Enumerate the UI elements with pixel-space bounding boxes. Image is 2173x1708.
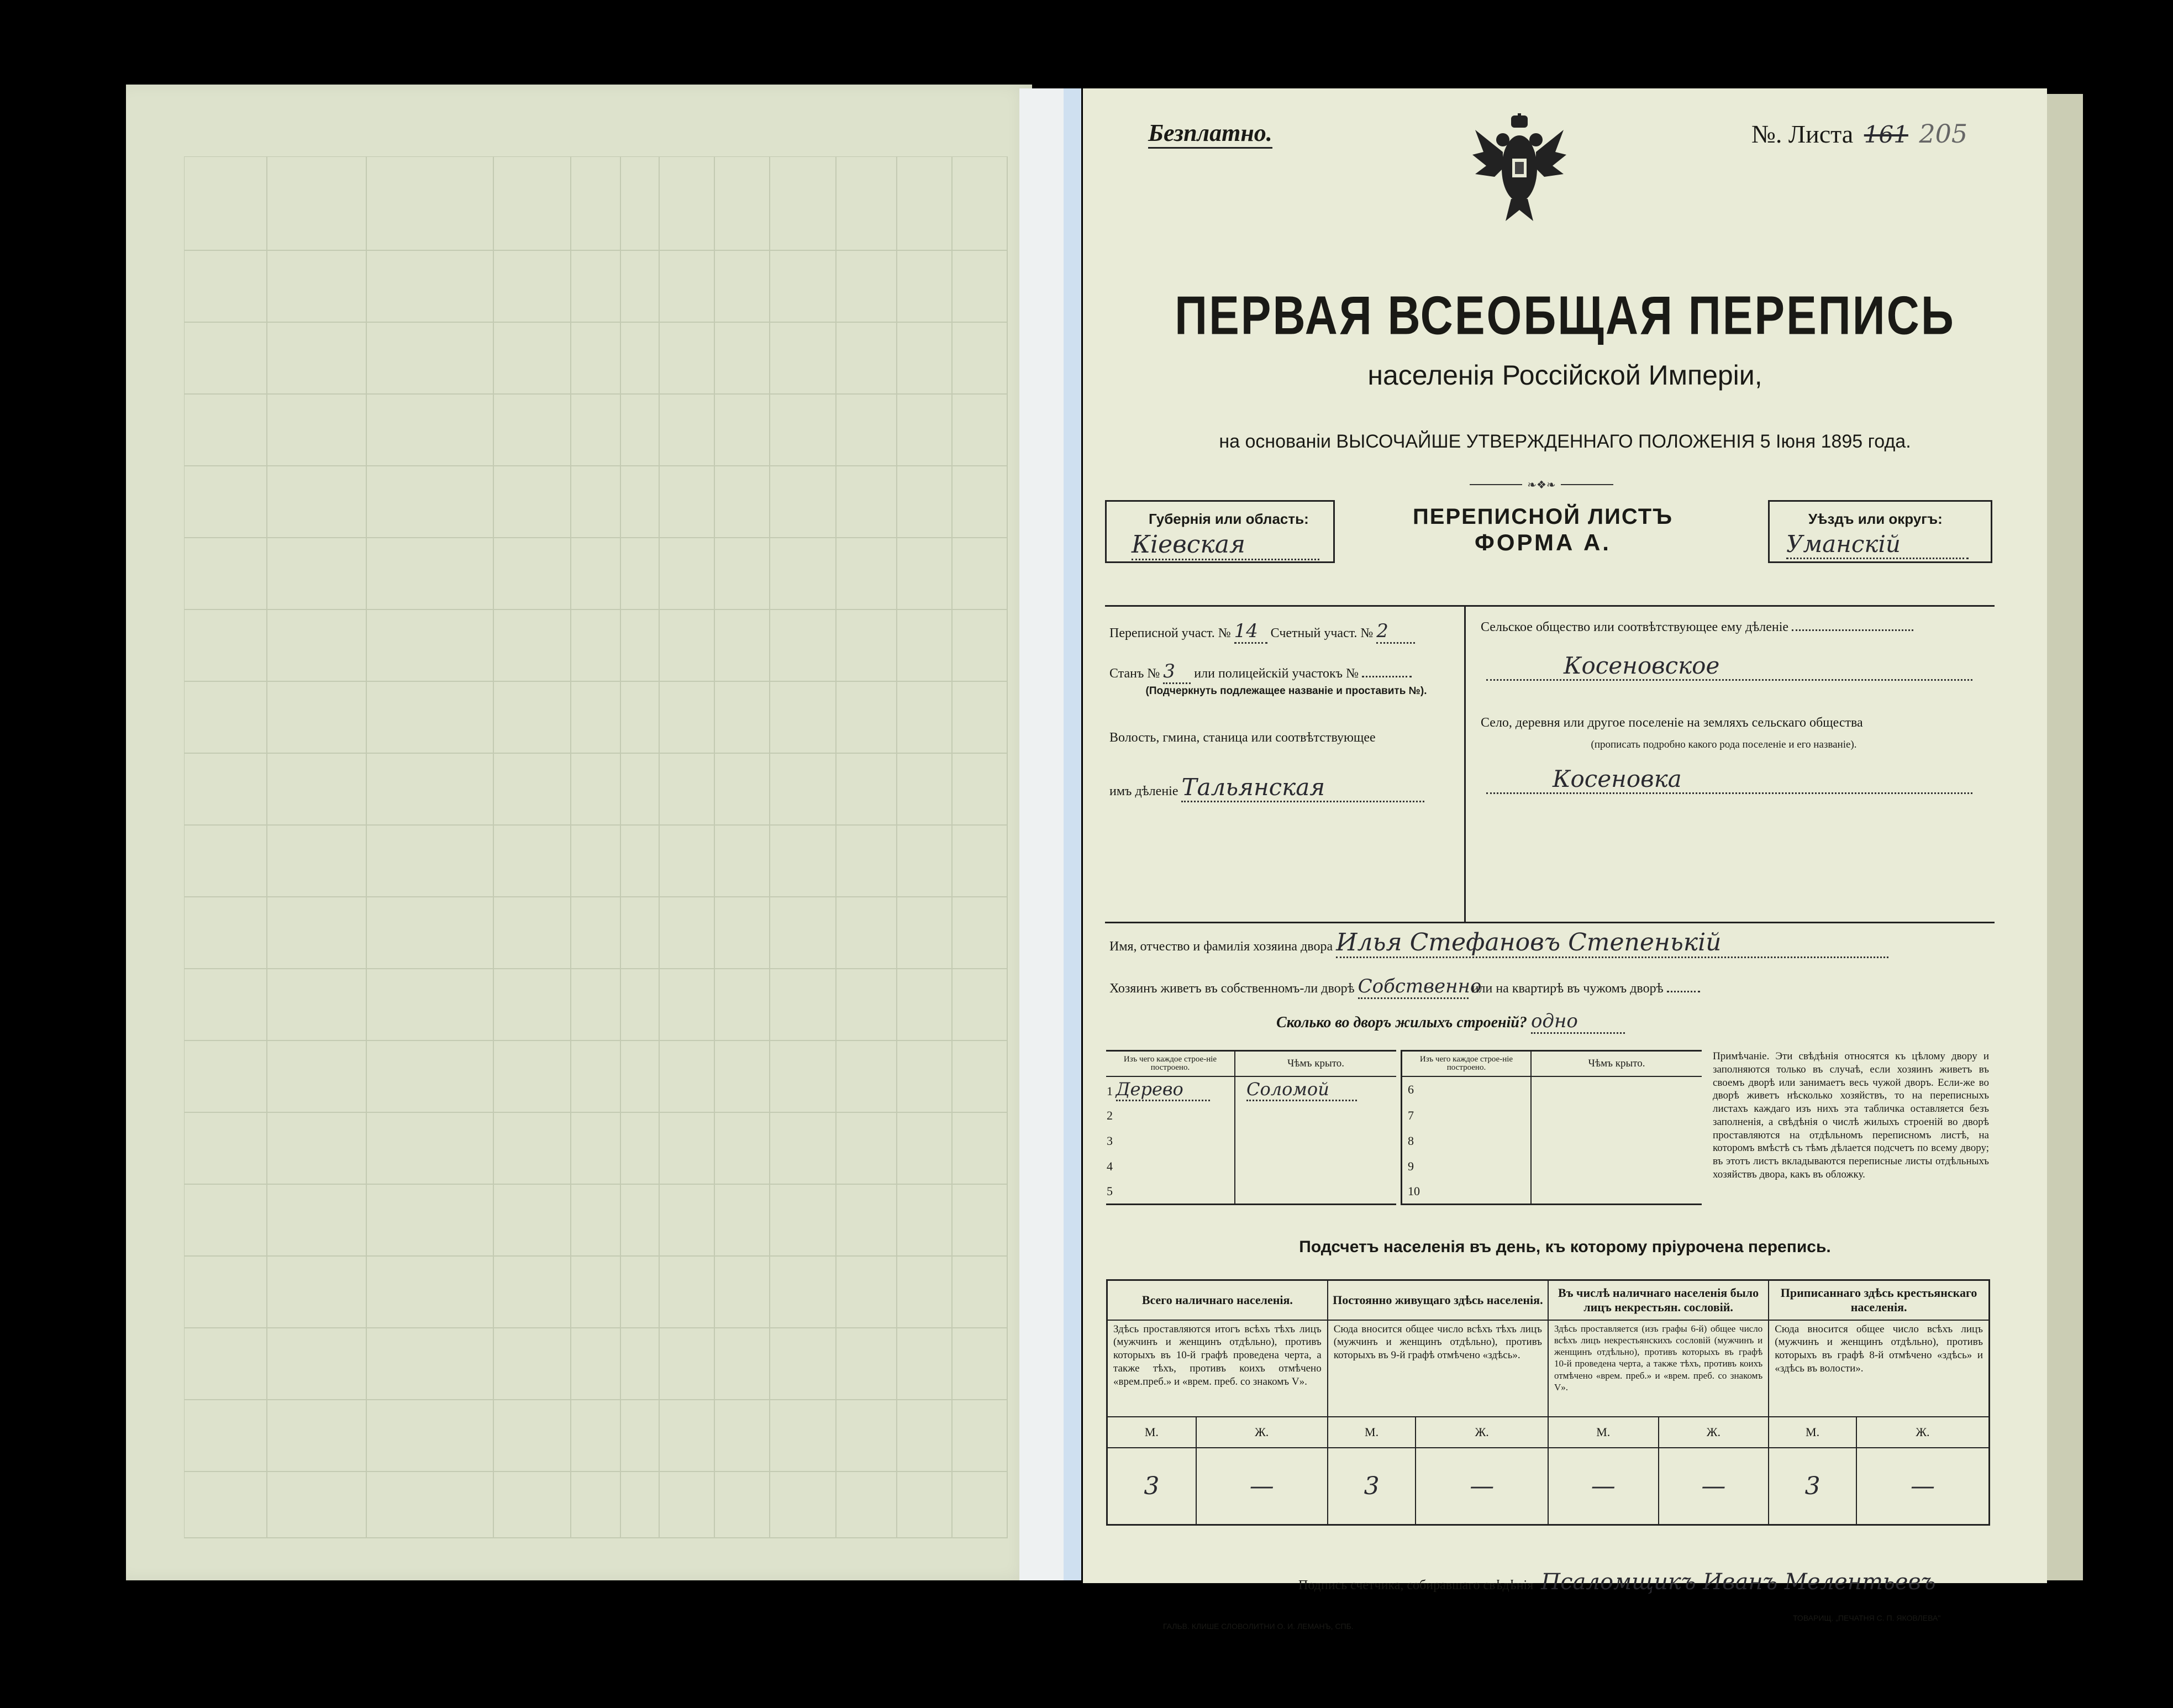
female-count-value: —	[1416, 1448, 1548, 1525]
svg-text:❧❖❧: ❧❖❧	[1527, 478, 1556, 491]
footer-left-imprint: ГАЛЬВ. КЛИШЕ СЛОВОЛИТНИ О. И. ЛЕМАНЪ, СПБ.	[1163, 1622, 1354, 1631]
census-basis-line: на основаніи ВЫСОЧАЙШЕ УТВЕРЖДЕННАГО ПОЛОЖЕНІЯ 5 Іюня 1895 года.	[1219, 431, 1911, 452]
buildings-note: Примѣчаніе. Эти свѣдѣнія относятся къ цѣлому двору и заполняются только въ случаѣ, если хозяинъ живетъ въ своемъ дворѣ или занимаетъ весь чужой дворъ. Если-же во дворѣ живетъ нѣсколько хозяйствъ, то на переписныхъ листахъ каждаго изъ нихъ эта табличка оставляется безъ заполненія, а свѣдѣнія о числѣ жилыхъ строеній во дворѣ проставляются на отдѣльномъ переписномъ листѣ, на которомъ вмѣстѣ съ тѣмъ дѣлается подсчетъ по всему двору; въ этотъ листъ вкладываются переписные листы отдѣльныхъ хозяйствъ двора, какъ въ обложку.	[1713, 1050, 1989, 1180]
row-number: 4	[1107, 1159, 1113, 1173]
sheet-number-value: 161	[1864, 121, 1908, 148]
count-group-title: Приписаннаго здѣсь крестьянскаго населенія.	[1780, 1285, 1977, 1314]
location-left-column	[1105, 607, 1466, 922]
roof-column-header: Чѣмъ крыто.	[1531, 1051, 1702, 1076]
count-district-value: 2	[1376, 620, 1415, 644]
volost-row	[1109, 774, 1463, 802]
free-label: Безплатно.	[1148, 119, 1272, 149]
buildings-table-right	[1401, 1050, 1702, 1205]
sheet-number-field	[1751, 119, 1967, 149]
form-title-line2: ФОРМА А.	[1475, 529, 1611, 555]
male-count-value: 3	[1107, 1448, 1196, 1525]
sheet-number-alt: 205	[1919, 119, 1968, 149]
footer-right-imprint: ТОВАРИЩ. „ПЕЧАТНЯ С. П. ЯКОВЛЕВА"	[1793, 1614, 1941, 1622]
male-count-value: 3	[1769, 1448, 1856, 1525]
female-count-value: —	[1659, 1448, 1769, 1525]
female-count-value: —	[1910, 1471, 1935, 1500]
uezd-box	[1768, 500, 1992, 563]
male-column-label: М.	[1107, 1417, 1196, 1448]
count-group-description: Здѣсь проставляются итогъ всѣхъ тѣхъ лицъ (мужчинъ и женщинъ отдѣльно), противъ которыхъ въ 10-й графѣ проведена черта, а также тѣхъ, противъ коихъ отмѣчено «врем.преб.» и «врем. преб. со знакомъ V».	[1107, 1320, 1328, 1417]
buildings-count-value: одно	[1531, 1010, 1625, 1034]
stan-label: Станъ №	[1109, 666, 1160, 681]
male-column-label: М.	[1548, 1417, 1659, 1448]
volost-label2: имъ дѣленіе	[1109, 784, 1178, 798]
female-column-label: Ж.	[1916, 1425, 1930, 1439]
underline-note: (Подчеркнуть подлежащее названіе и проставить №).	[1145, 685, 1427, 697]
row-number: 9	[1408, 1159, 1414, 1173]
row-number: 2	[1107, 1108, 1113, 1122]
building-material: Дерево	[1116, 1079, 1210, 1101]
census-form-page	[1083, 88, 2047, 1631]
volost-label: Волость, гмина, станица или соотвѣтствующее	[1109, 731, 1376, 745]
count-group-description: Здѣсь проставляется (изъ графы 6-й) общее число всѣхъ лицъ некрестьянскихъ сословій (мужчинъ и женщинъ отдѣльно), противъ которыхъ въ графѣ 10-й проведена черта, а также тѣхъ, противъ коихъ отмѣчено «врем. преб.» и «врем. преб. со знакомъ V».	[1548, 1320, 1769, 1417]
census-district-value: 14	[1234, 620, 1267, 644]
owner-apartment-label: или на квартирѣ въ чужомъ дворѣ	[1471, 981, 1664, 996]
signature-value: Псаломщикъ Иванъ Мелентьевъ	[1541, 1569, 1936, 1595]
decorative-ornament	[1470, 478, 1613, 491]
count-district-label: Счетный участ. №	[1270, 626, 1374, 640]
row-number: 3	[1107, 1133, 1113, 1148]
row-number: 5	[1107, 1184, 1113, 1198]
sheet-number-label: №. Листа	[1751, 120, 1854, 148]
faded-table-grid	[184, 156, 1013, 1549]
buildings-table-left	[1106, 1050, 1396, 1205]
form-header-box	[1105, 500, 1992, 561]
material-column-header: Изъ чего каждое строе-ніе построено.	[1419, 1054, 1513, 1072]
page-stack-edge	[2047, 94, 2083, 1580]
double-headed-eagle-emblem	[1472, 113, 1566, 224]
uezd-value: Уманскій	[1786, 530, 1969, 559]
female-column-label: Ж.	[1416, 1417, 1548, 1448]
police-district-label: или полицейскій участокъ №	[1194, 666, 1359, 681]
owner-residence-row	[1109, 975, 1993, 999]
signature-row	[1298, 1569, 2039, 1595]
count-group-title: Въ числѣ наличнаго населенія было лицъ некрестьян. сословій.	[1548, 1280, 1769, 1320]
volost-value: Тальянская	[1181, 774, 1424, 802]
row-number: 6	[1408, 1082, 1414, 1096]
province-label: Губернія или область:	[1149, 511, 1309, 527]
building-roof: Соломой	[1246, 1079, 1357, 1101]
owner-name-value: Илья Стефановъ Степенькій	[1336, 928, 1888, 958]
count-group-title: Постоянно живущаго здѣсь населенія.	[1328, 1280, 1548, 1320]
left-page-blank-form	[126, 85, 1032, 1580]
owner-lives-value: Собственно	[1358, 975, 1469, 999]
village-label: Село, деревня или другое поселеніе на земляхъ сельскаго общества	[1481, 716, 1863, 730]
province-value: Кіевская	[1132, 530, 1319, 560]
female-count-value: —	[1196, 1448, 1328, 1525]
village-note: (прописать подробно какого рода поселеніе и его названіе).	[1591, 739, 1857, 750]
female-column-label: Ж.	[1196, 1417, 1328, 1448]
stan-row	[1109, 660, 1463, 684]
signature-label: Подпись счетчика, собиравшаго свѣдѣнія	[1298, 1578, 1534, 1593]
buildings-count-label: Сколько во дворъ жилыхъ строеній?	[1276, 1014, 1527, 1031]
male-column-label: М.	[1769, 1417, 1856, 1448]
village-value: Косеновка	[1486, 765, 1972, 794]
row-number: 8	[1408, 1133, 1414, 1148]
census-district-label: Переписной участ. №	[1109, 626, 1231, 640]
owner-lives-label: Хозяинъ живетъ въ собственномъ-ли дворѣ	[1109, 981, 1355, 996]
census-subtitle: населенія Россійской Имперіи,	[1367, 360, 1762, 391]
buildings-count-row	[1276, 1010, 1625, 1034]
roof-column-header: Чѣмъ крыто.	[1235, 1051, 1396, 1076]
male-count-value: 3	[1328, 1448, 1416, 1525]
society-value: Косеновское	[1486, 652, 1972, 681]
owner-name-label: Имя, отчество и фамилія хозяина двора	[1109, 939, 1333, 954]
count-group-description: Сюда вносится общее число всѣхъ лицъ (мужчинъ и женщинъ отдѣльно), противъ которыхъ въ графѣ 8-й отмѣчено «здѣсь» и «здѣсь въ волости».	[1775, 1323, 1983, 1374]
census-main-title: ПЕРВАЯ ВСЕОБЩАЯ ПЕРЕПИСЬ	[1175, 285, 1955, 346]
spine-strip	[1064, 88, 1081, 1580]
count-group-title: Всего наличнаго населенія.	[1107, 1280, 1328, 1320]
form-title-box	[1337, 500, 1749, 563]
male-column-label: М.	[1328, 1417, 1416, 1448]
row-number: 1	[1107, 1084, 1113, 1098]
count-heading: Подсчетъ населенія въ день, къ которому пріурочена перепись.	[1299, 1238, 1831, 1256]
count-group-description: Сюда вносится общее число всѣхъ тѣхъ лицъ (мужчинъ и женщинъ отдѣльно), противъ которыхъ въ 9-й графѣ отмѣчено «здѣсь».	[1328, 1320, 1548, 1417]
row-number: 7	[1408, 1108, 1414, 1122]
owner-name-row	[1109, 928, 1988, 958]
stan-value: 3	[1163, 660, 1191, 684]
material-column-header: Изъ чего каждое строе-ніе построено.	[1123, 1054, 1217, 1072]
census-district-row	[1109, 620, 1463, 644]
uezd-label: Уѣздъ или округъ:	[1808, 511, 1943, 527]
province-box	[1105, 500, 1335, 563]
population-count-table	[1106, 1279, 1990, 1526]
form-title-line1: ПЕРЕПИСНОЙ ЛИСТЪ	[1413, 504, 1673, 529]
row-number: 10	[1408, 1184, 1420, 1198]
female-column-label: Ж.	[1659, 1417, 1769, 1448]
society-label: Сельское общество или соотвѣтствующее ему дѣленіе	[1481, 620, 1789, 634]
male-count-value: —	[1548, 1448, 1659, 1525]
society-row	[1481, 620, 1989, 635]
